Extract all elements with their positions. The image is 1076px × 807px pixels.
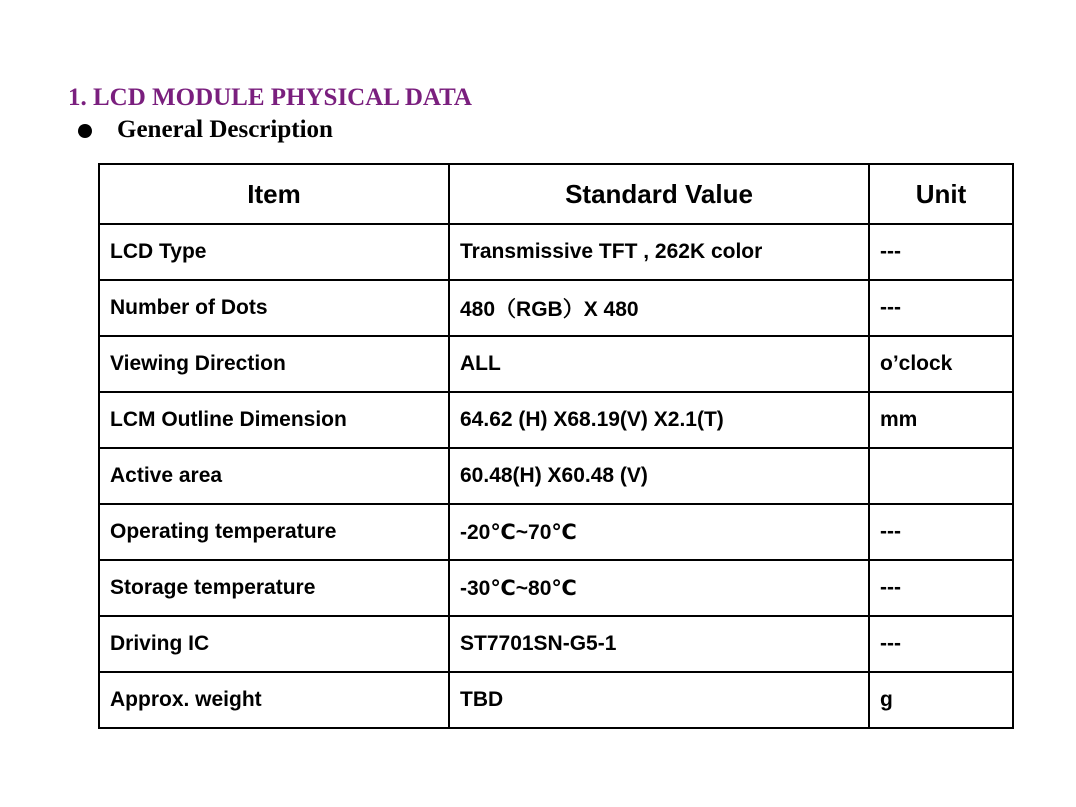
cell-unit: --- [869,616,1013,672]
cell-unit: --- [869,504,1013,560]
section-title: 1. LCD MODULE PHYSICAL DATA [68,84,472,111]
subtitle [78,116,333,144]
cell-value: Transmissive TFT , 262K color [449,224,869,280]
header-item: Item [99,164,449,224]
table-row [99,560,1013,616]
cell-item: LCD Type [99,224,449,280]
cell-value: ALL [449,336,869,392]
table-row [99,504,1013,560]
subtitle-text: General Description [117,116,333,143]
cell-unit: o’clock [869,336,1013,392]
table-row [99,392,1013,448]
cell-value: TBD [449,672,869,728]
table-row [99,616,1013,672]
cell-unit: mm [869,392,1013,448]
cell-value: ST7701SN-G5-1 [449,616,869,672]
cell-item: Active area [99,448,449,504]
cell-unit: --- [869,280,1013,336]
cell-unit: --- [869,560,1013,616]
cell-value: 60.48(H) X60.48 (V) [449,448,869,504]
table-row [99,672,1013,728]
cell-item: Operating temperature [99,504,449,560]
table-row [99,280,1013,336]
cell-unit: g [869,672,1013,728]
cell-item: Viewing Direction [99,336,449,392]
cell-item: Number of Dots [99,280,449,336]
bullet-icon [78,124,92,138]
table-row [99,224,1013,280]
cell-item: Storage temperature [99,560,449,616]
cell-value: 480（RGB）X 480 [449,280,869,336]
table-row [99,336,1013,392]
cell-value: -30℃~80℃ [449,560,869,616]
cell-value: 64.62 (H) X68.19(V) X2.1(T) [449,392,869,448]
cell-item: Driving IC [99,616,449,672]
cell-unit: --- [869,224,1013,280]
cell-value: -20℃~70℃ [449,504,869,560]
table-header-row [99,164,1013,224]
cell-unit [869,448,1013,504]
table-row [99,448,1013,504]
header-standard-value: Standard Value [449,164,869,224]
cell-item: Approx. weight [99,672,449,728]
header-unit: Unit [869,164,1013,224]
cell-item: LCM Outline Dimension [99,392,449,448]
spec-table [98,163,1014,729]
